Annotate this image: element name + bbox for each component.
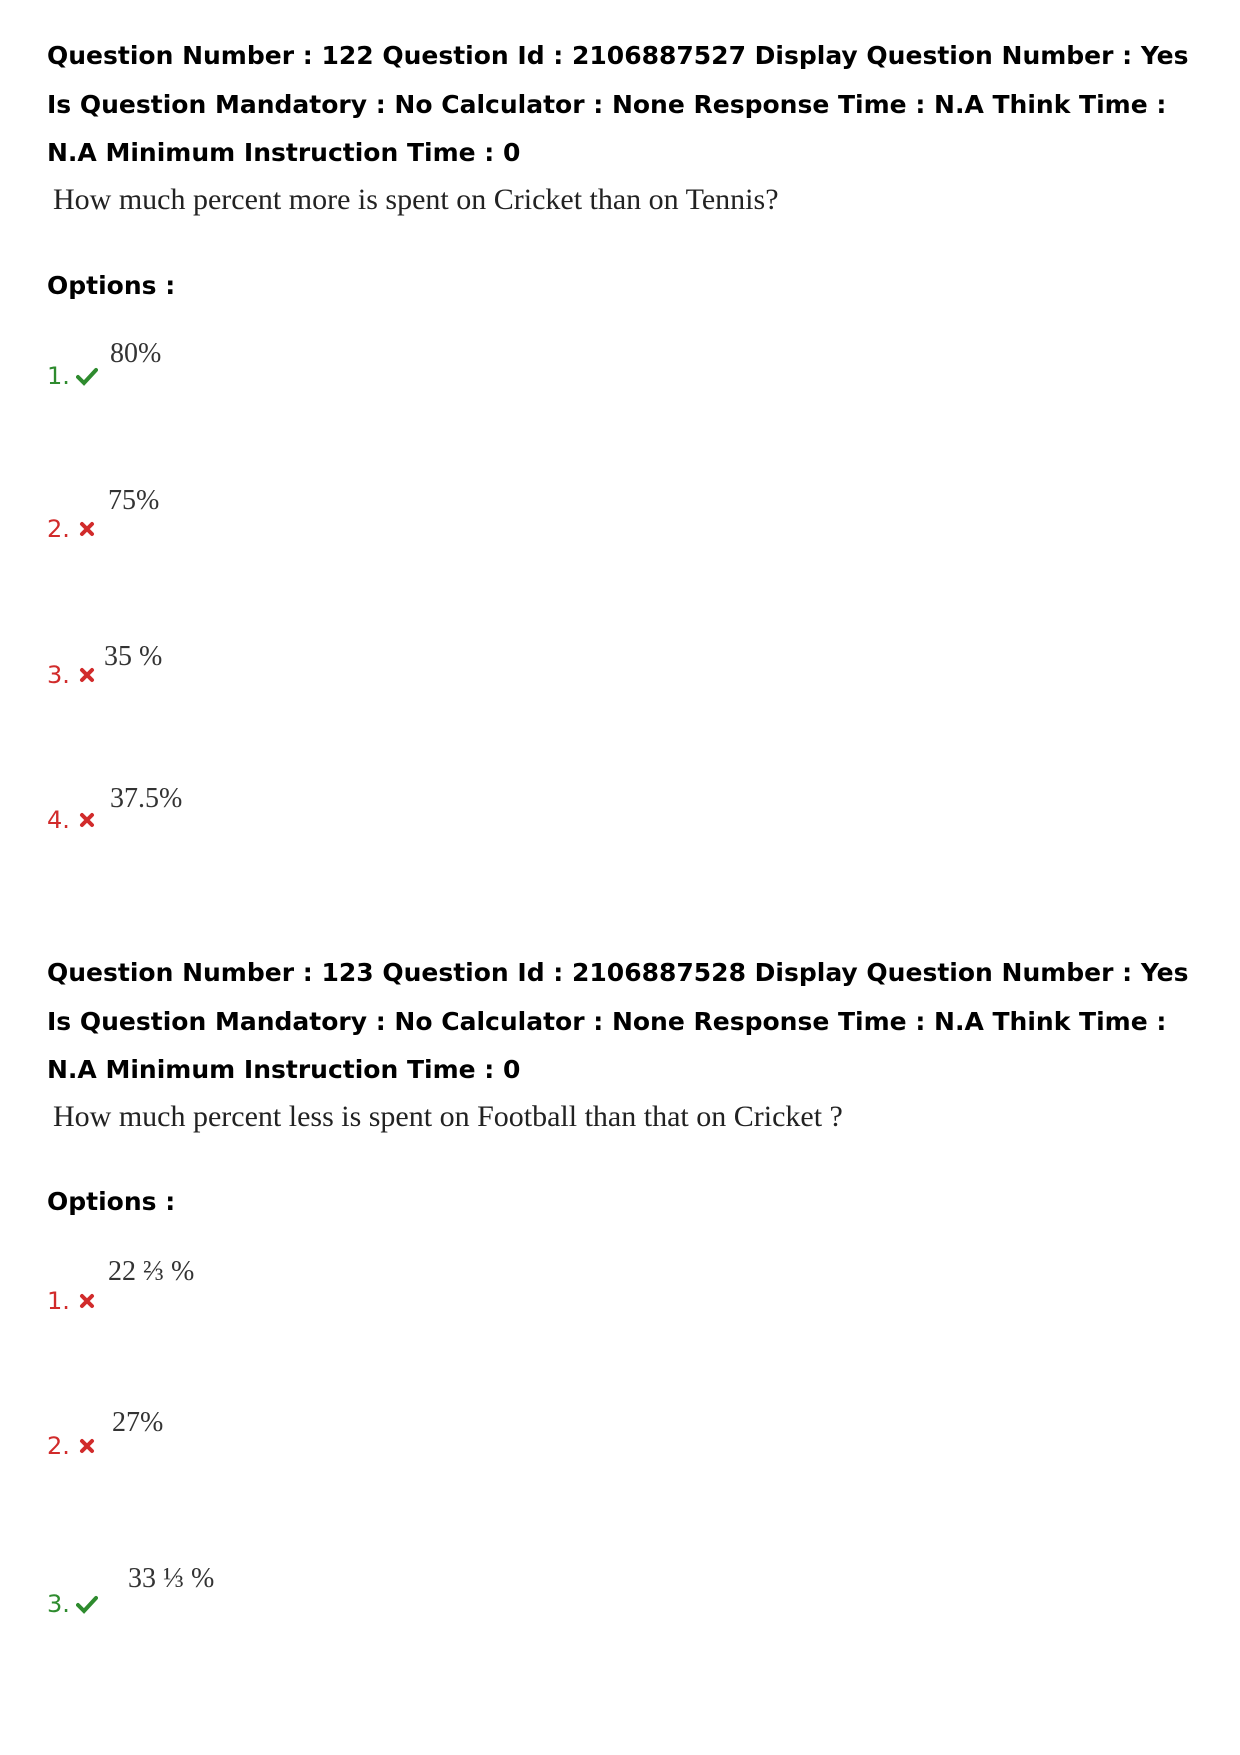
cross-icon: [76, 1290, 98, 1312]
option-number: 4.: [47, 806, 98, 834]
option-number: 3.: [47, 661, 98, 689]
option-number: 2.: [47, 515, 98, 543]
options-label: Options :: [47, 271, 176, 300]
option-value: 33 ⅓ %: [128, 1563, 215, 1594]
option-value: 80%: [110, 338, 162, 369]
option-number: 1.: [47, 362, 98, 390]
option-value: 75%: [108, 485, 160, 516]
options-label: Options :: [47, 1187, 176, 1216]
check-icon: [76, 1593, 98, 1615]
option-number: 2.: [47, 1432, 98, 1460]
question-text: How much percent less is spent on Football than that on Cricket ?: [53, 1100, 843, 1133]
cross-icon: [76, 809, 98, 831]
question-text: How much percent more is spent on Cricket than on Tennis?: [53, 183, 779, 216]
option-value: 22 ⅔ %: [108, 1256, 195, 1287]
option-value: 37.5%: [110, 783, 183, 814]
cross-icon: [76, 1435, 98, 1457]
option-number: 1.: [47, 1287, 98, 1315]
option-value: 27%: [112, 1407, 164, 1438]
cross-icon: [76, 518, 98, 540]
cross-icon: [76, 664, 98, 686]
question-meta: Question Number : 122 Question Id : 2106887527 Display Question Number : Yes Is Question Mandatory : No Calculator : None Response Time : N.A Think Time : N.A Minimum Instruction Time : 0: [47, 41, 1189, 167]
question-meta: Question Number : 123 Question Id : 2106887528 Display Question Number : Yes Is Question Mandatory : No Calculator : None Response Time : N.A Think Time : N.A Minimum Instruction Time : 0: [47, 958, 1189, 1084]
option-value: 35 %: [104, 641, 163, 672]
option-number: 3.: [47, 1590, 98, 1618]
check-icon: [76, 365, 98, 387]
